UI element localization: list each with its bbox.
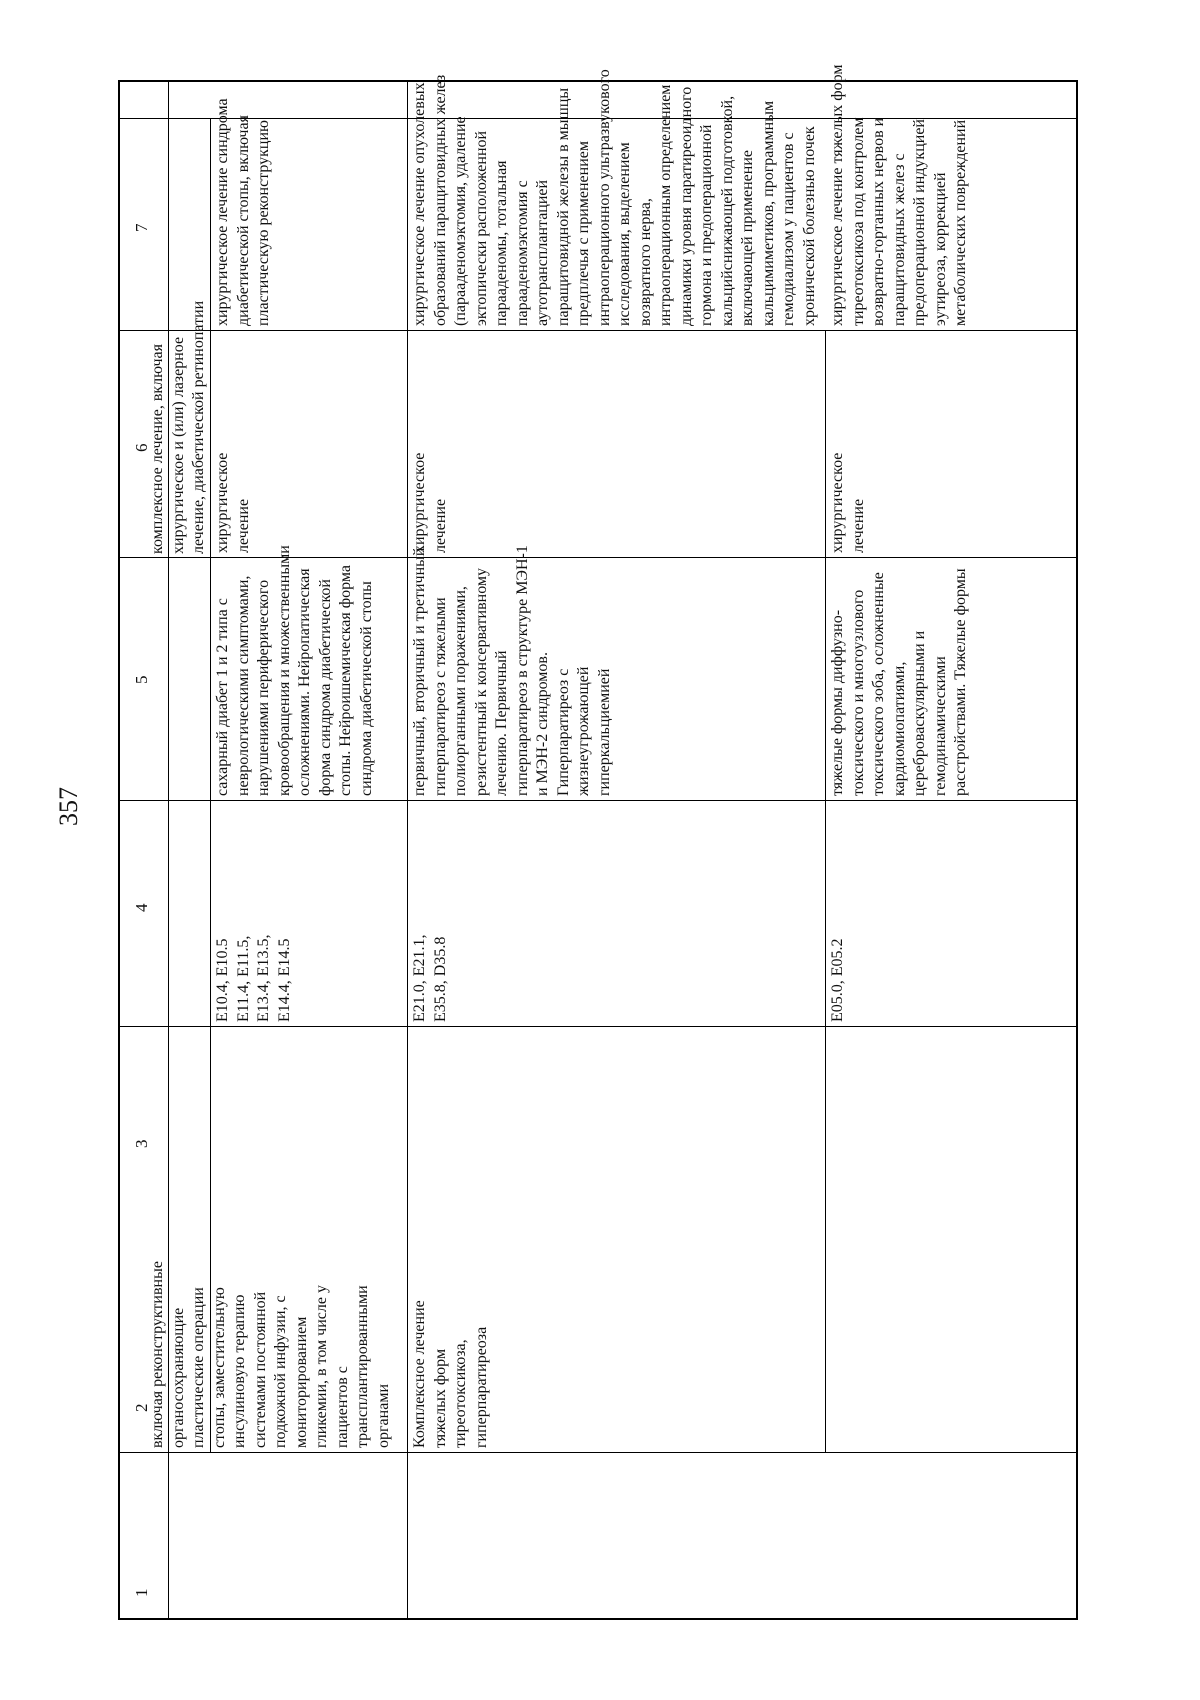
- column-divider: [120, 1026, 1076, 1027]
- row-divider: [825, 330, 826, 1452]
- column-divider: [120, 330, 1076, 331]
- row-b1-col6: хирургическое лечение опухолевых образований паращитовидных желез (парааденомэктомия, удаление эктопически расположенной парааденомы, тотальная парааденомэктомия с аутотрансплантацией паращитовидной железы в мышцы предплечья с применением интраоперационного ультразвукового исследования, выделением возвратного нерва, интраоперационным определением динамики уровня паратиреоидного гормона и предоперационной кальцийснижающей подготовкой, включающей применение кальцимиметиков, программным гемодиализом у пациентов с хронической болезнью почек: [411, 69, 818, 326]
- header-cell-5: 5: [132, 675, 151, 684]
- row-a2-col6: хирургическое лечение синдрома диабетической стопы, включая пластическую реконструкцию: [214, 98, 272, 326]
- header-cell-4: 4: [132, 903, 151, 912]
- header-cell-3: 3: [132, 1139, 151, 1148]
- row-b2-col5: хирургическое лечение: [829, 452, 867, 553]
- column-divider: [120, 1452, 1076, 1453]
- section-a-col2: включая реконструктивные органосохраняющие пластические операции стопы, заместительную инсулиновую терапию системами постоянной подкожной инфузии, с мониторированием гликемии, в том числе у пациентов с трансплантированными органами: [149, 1261, 392, 1448]
- page-number: 357: [54, 787, 83, 826]
- row-divider: [210, 118, 211, 1452]
- row-b2-col3: E05.0, E05.2: [829, 938, 846, 1022]
- header-cell-7: 7: [132, 223, 151, 232]
- document-table: [118, 64, 1078, 1620]
- row-b1-col5: хирургическое лечение: [411, 452, 449, 553]
- header-cell-6: 6: [132, 443, 151, 452]
- row-a2-col4: сахарный диабет 1 и 2 типа с неврологическими симптомами, нарушениями периферического кровообращения и множественными осложнениями. Нейропатическая форма синдрома диабетической стопы. Нейроишемическая форма синдрома диабетической стопы: [214, 545, 375, 796]
- section-b-col2: Комплексное лечение тяжелых форм тиреотоксикоза, гиперпаратиреоза: [411, 1300, 490, 1448]
- header-cell-1: 1: [132, 1588, 151, 1597]
- row-b1-col3: E21.0, E21.1, E35.8, D35.8: [411, 934, 449, 1022]
- row-a2-col3: E10.4, E10.5 E11.4, E11.5, E13.4, E13.5, E14.4, E14.5: [214, 934, 293, 1022]
- row-b1-col4: первичный, вторичный и третичный гиперпаратиреоз с тяжелыми полиорганными поражениями, резистентный к консервативному лечению. Первичный гиперпаратиреоз в структуре МЭН-1 и МЭН-2 синдромов. Гиперпаратиреоз с жизнеугрожающей гиперкальциемией: [411, 545, 613, 796]
- header-cell-2: 2: [132, 1403, 151, 1412]
- row-a2-col5: хирургическое лечение: [214, 452, 252, 553]
- row-divider: [407, 82, 408, 1618]
- row-b2-col6: хирургическое лечение тяжелых форм тиреотоксикоза под контролем возвратно-гортанных нервов и паращитовидных желез с предоперационной индукцией эутиреоза, коррекцией метаболических повреждений: [829, 64, 969, 326]
- section-a-col6: комплексное лечение, включая хирургическое и (или) лазерное лечение, диабетической ретинопатии: [149, 300, 207, 554]
- row-b2-col4: тяжелые формы диффузно- токсического и многоузлового токсического зоба, осложненные кардиомиопатиями, цереброваскулярными и гемодинамическими расстройствами. Тяжелые формы: [829, 568, 969, 796]
- column-divider: [120, 800, 1076, 801]
